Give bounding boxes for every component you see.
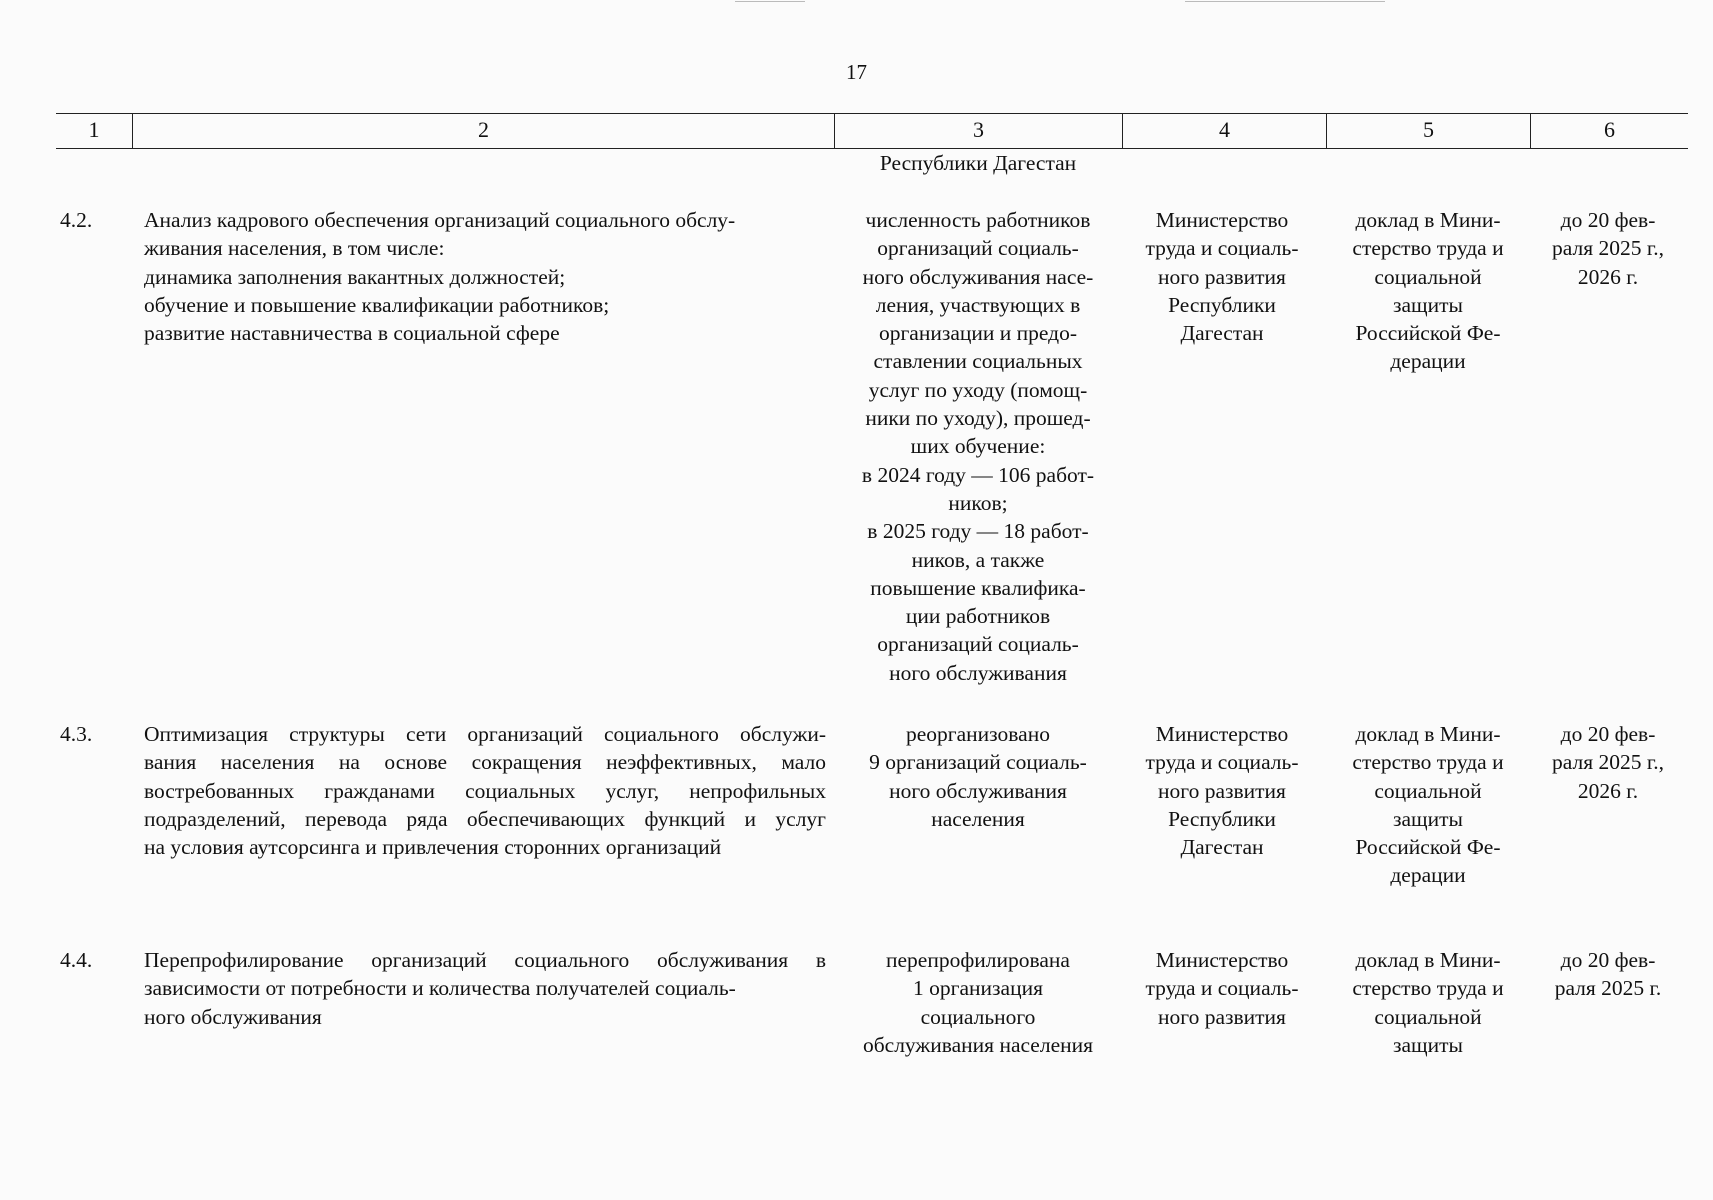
report-line: защиты bbox=[1393, 292, 1463, 317]
indicator-line: ции работников bbox=[905, 604, 1051, 629]
description-line: динамика заполнения вакантных должностей; bbox=[144, 264, 566, 289]
executor-line: труда и социаль- bbox=[1145, 236, 1299, 261]
report-line: Российской Фе- bbox=[1355, 835, 1501, 860]
report-line: стерство труда и bbox=[1352, 236, 1504, 261]
executor-line: Дагестан bbox=[1180, 321, 1264, 346]
row-number: 4.4. bbox=[60, 948, 93, 972]
report-line: доклад в Мини- bbox=[1355, 948, 1501, 972]
row-number: 4.2. bbox=[60, 208, 93, 232]
continuation-text: Республики Дагестан bbox=[879, 151, 1077, 175]
report-line: доклад в Мини- bbox=[1355, 722, 1501, 746]
report-line: доклад в Мини- bbox=[1355, 208, 1501, 232]
row-description bbox=[144, 720, 826, 861]
indicator-line: ников, а также bbox=[911, 547, 1045, 572]
description-line: Перепрофилирование организаций социального обслуживания в bbox=[144, 948, 826, 972]
indicator-line: социального bbox=[920, 1004, 1036, 1029]
term-line: до 20 фев- bbox=[1560, 722, 1656, 746]
description-line: востребованных гражданами социальных услуг, непрофильных bbox=[144, 778, 826, 803]
indicator-line: 9 организаций социаль- bbox=[869, 750, 1087, 775]
indicator-line: численность работников bbox=[865, 208, 1091, 232]
term-line: раля 2025 г. bbox=[1554, 976, 1662, 1001]
page-number: 17 bbox=[846, 60, 867, 84]
row-indicator bbox=[838, 946, 1118, 1059]
description-line: развитие наставничества в социальной сфере bbox=[144, 321, 560, 346]
indicator-line: организаций социаль- bbox=[877, 236, 1079, 261]
row-report bbox=[1322, 946, 1534, 1059]
description-line: подразделений, перевода ряда обеспечивающих функций и услуг bbox=[144, 806, 826, 831]
description-line: Оптимизация структуры сети организаций социального обслужи- bbox=[144, 722, 826, 746]
term-line: 2026 г. bbox=[1577, 778, 1639, 803]
description-line: на условия аутсорсинга и привлечения сторонних организаций bbox=[144, 835, 722, 860]
executor-line: Республики bbox=[1168, 292, 1276, 317]
description-line: зависимости от потребности и количества получателей социаль- bbox=[144, 976, 736, 1001]
indicator-line: ления, участвующих в bbox=[875, 292, 1081, 317]
indicator-line: перепрофилирована bbox=[886, 948, 1070, 972]
description-line: ного обслуживания bbox=[144, 1004, 322, 1029]
executor-line: Министерство bbox=[1155, 208, 1289, 232]
description-line: Анализ кадрового обеспечения организаций социального обслу- bbox=[144, 208, 736, 232]
header-col-6: 6 bbox=[1530, 114, 1688, 148]
indicator-line: в 2025 году — 18 работ- bbox=[867, 519, 1089, 544]
row-term bbox=[1528, 946, 1688, 1003]
term-line: раля 2025 г., bbox=[1552, 236, 1664, 261]
indicator-line: организаций социаль- bbox=[877, 632, 1079, 657]
indicator-line: ного обслуживания насе- bbox=[862, 264, 1094, 289]
executor-line: ного развития bbox=[1158, 778, 1286, 803]
header-col-3: 3 bbox=[834, 114, 1122, 148]
executor-line: труда и социаль- bbox=[1145, 976, 1299, 1001]
report-line: стерство труда и bbox=[1352, 976, 1504, 1001]
term-line: до 20 фев- bbox=[1560, 208, 1656, 232]
term-line: 2026 г. bbox=[1577, 264, 1639, 289]
indicator-line: ших обучение: bbox=[910, 434, 1046, 459]
report-line: социальной bbox=[1374, 778, 1482, 803]
indicator-line: 1 организация bbox=[913, 976, 1043, 1001]
header-col-2: 2 bbox=[132, 114, 834, 148]
row-description bbox=[144, 206, 826, 347]
header-col-5: 5 bbox=[1326, 114, 1530, 148]
header-col-1: 1 bbox=[88, 117, 100, 142]
scan-artifact-line bbox=[735, 1, 805, 2]
term-line: раля 2025 г., bbox=[1552, 750, 1664, 775]
report-line: защиты bbox=[1393, 1032, 1463, 1057]
description-line: живания населения, в том числе: bbox=[144, 236, 445, 261]
report-line: Российской Фе- bbox=[1355, 321, 1501, 346]
indicator-line: ники по уходу), прошед- bbox=[865, 406, 1091, 431]
report-line: дерации bbox=[1390, 863, 1466, 888]
row-executor bbox=[1122, 206, 1322, 347]
report-line: социальной bbox=[1374, 1004, 1482, 1029]
indicator-line: организации и предо- bbox=[878, 321, 1078, 346]
report-line: социальной bbox=[1374, 264, 1482, 289]
row-executor bbox=[1122, 946, 1322, 1031]
executor-line: Министерство bbox=[1155, 948, 1289, 972]
description-line: вания населения на основе сокращения неэффективных, мало bbox=[144, 750, 826, 775]
indicator-line: в 2024 году — 106 работ- bbox=[861, 462, 1095, 487]
indicator-line: ставлении социальных bbox=[873, 349, 1083, 374]
row-indicator bbox=[838, 720, 1118, 833]
executor-line: труда и социаль- bbox=[1145, 750, 1299, 775]
row-term bbox=[1528, 720, 1688, 805]
executor-line: Министерство bbox=[1155, 722, 1289, 746]
term-line: до 20 фев- bbox=[1560, 948, 1656, 972]
table-header bbox=[56, 113, 1688, 149]
indicator-line: населения bbox=[931, 806, 1025, 831]
row-report bbox=[1322, 206, 1534, 376]
header-col-4: 4 bbox=[1122, 114, 1326, 148]
indicator-line: повышение квалифика- bbox=[870, 575, 1086, 600]
indicator-line: ников; bbox=[948, 490, 1008, 515]
indicator-line: обслуживания населения bbox=[862, 1032, 1094, 1057]
executor-line: ного развития bbox=[1158, 1004, 1286, 1029]
row-executor bbox=[1122, 720, 1322, 861]
report-line: дерации bbox=[1390, 349, 1466, 374]
indicator-line: услуг по уходу (помощ- bbox=[868, 377, 1088, 402]
scan-artifact-line bbox=[1185, 1, 1385, 2]
row-number: 4.3. bbox=[60, 722, 93, 746]
executor-line: ного развития bbox=[1158, 264, 1286, 289]
row-indicator bbox=[838, 206, 1118, 687]
executor-line: Республики bbox=[1168, 806, 1276, 831]
report-line: защиты bbox=[1393, 806, 1463, 831]
description-line: обучение и повышение квалификации работников; bbox=[144, 292, 610, 317]
row-term bbox=[1528, 206, 1688, 291]
executor-line: Дагестан bbox=[1180, 835, 1264, 860]
indicator-line: ного обслуживания bbox=[889, 660, 1067, 685]
indicator-line: реорганизовано bbox=[906, 722, 1050, 746]
report-line: стерство труда и bbox=[1352, 750, 1504, 775]
indicator-line: ного обслуживания bbox=[889, 778, 1067, 803]
row-report bbox=[1322, 720, 1534, 890]
row-description bbox=[144, 946, 826, 1031]
